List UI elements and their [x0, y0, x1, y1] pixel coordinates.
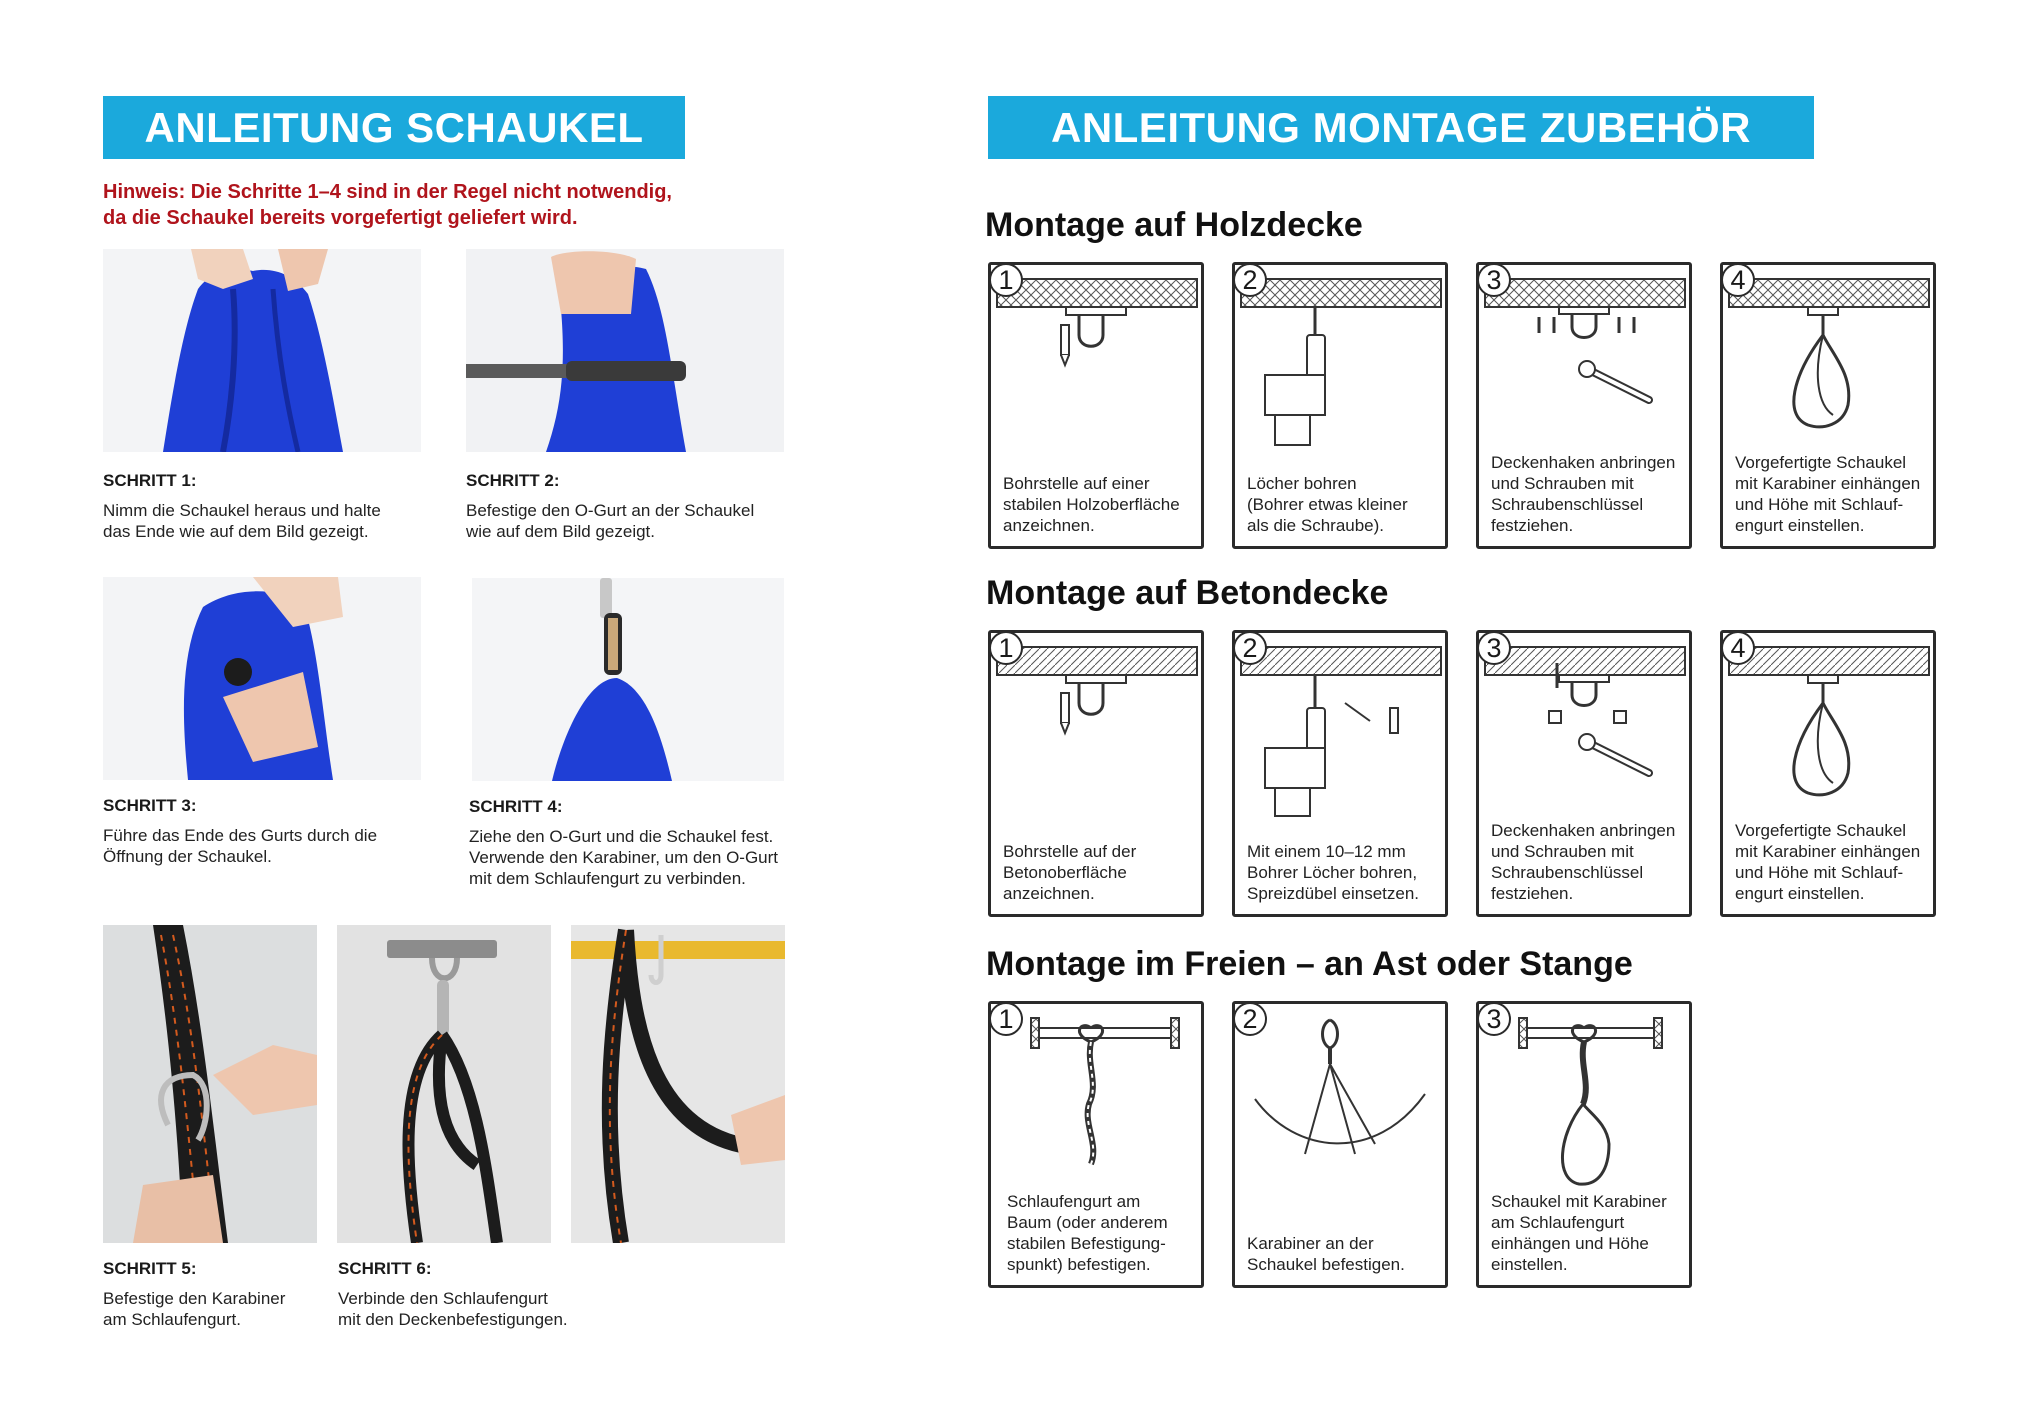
right-banner: ANLEITUNG MONTAGE ZUBEHÖR	[988, 96, 1814, 159]
wood-card-4-line-1: Vorgefertigte Schaukel	[1735, 453, 1907, 472]
step-5-photo	[103, 925, 317, 1243]
wood-card-2-line-3: als die Schraube).	[1247, 516, 1385, 535]
wood-card-1-illustration	[991, 265, 1201, 455]
step-4-line-3: mit dem Schlaufengurt zu verbinden.	[469, 869, 746, 888]
wood-card-3-line-1: Deckenhaken anbringen	[1491, 453, 1676, 472]
concrete-card-2-line-1: Mit einem 10–12 mm	[1247, 842, 1406, 861]
outdoor-card-3	[1476, 1001, 1692, 1288]
step-3-line-2: Öffnung der Schaukel.	[103, 847, 272, 866]
concrete-card-3	[1476, 630, 1692, 917]
outdoor-card-3-line-2: am Schlaufengurt	[1491, 1213, 1625, 1232]
concrete-card-4-illustration	[1723, 633, 1933, 823]
concrete-card-4-text	[1735, 820, 1927, 904]
concrete-card-4-line-3: und Höhe mit Schlauf-	[1735, 863, 1904, 882]
step-6-line-2: mit den Deckenbefestigungen.	[338, 1310, 568, 1329]
outdoor-card-1-line-3: stabilen Befestigung-	[1007, 1234, 1166, 1253]
step-6-photo-bar	[571, 925, 785, 1243]
step-2-line-1: Befestige den O-Gurt an der Schaukel	[466, 501, 755, 520]
step-5-line-2: am Schlaufengurt.	[103, 1310, 241, 1329]
wood-card-2-illustration	[1235, 265, 1445, 455]
wood-card-4-line-4: engurt einstellen.	[1735, 516, 1865, 535]
concrete-card-4-line-1: Vorgefertigte Schaukel	[1735, 821, 1907, 840]
outdoor-card-1-text	[1007, 1191, 1195, 1275]
outdoor-card-2-number: 2	[1233, 1002, 1267, 1036]
wood-card-4	[1720, 262, 1936, 549]
concrete-card-1-text	[1003, 841, 1195, 904]
concrete-card-3-illustration	[1479, 633, 1689, 823]
concrete-card-3-line-1: Deckenhaken anbringen	[1491, 821, 1676, 840]
concrete-card-2-number: 2	[1233, 631, 1267, 665]
wood-card-2-line-2: (Bohrer etwas kleiner	[1247, 495, 1408, 514]
concrete-card-1-line-3: anzeichnen.	[1003, 884, 1095, 903]
step-1-line-1: Nimm die Schaukel heraus und halte	[103, 501, 381, 520]
step-6-line-1: Verbinde den Schlaufengurt	[338, 1289, 548, 1308]
concrete-card-3-line-2: und Schrauben mit	[1491, 842, 1634, 861]
step-3-text	[103, 825, 377, 867]
step-5-text	[103, 1288, 285, 1330]
wood-card-2-line-1: Löcher bohren	[1247, 474, 1357, 493]
outdoor-card-3-line-1: Schaukel mit Karabiner	[1491, 1192, 1667, 1211]
concrete-card-3-line-4: festziehen.	[1491, 884, 1574, 903]
wood-card-4-illustration	[1723, 265, 1933, 455]
outdoor-card-2-line-1: Karabiner an der	[1247, 1234, 1374, 1253]
wood-card-3-line-4: festziehen.	[1491, 516, 1574, 535]
concrete-card-2-line-2: Bohrer Löcher bohren,	[1247, 863, 1418, 882]
step-3-line-1: Führe das Ende des Gurts durch die	[103, 826, 378, 845]
outdoor-card-1-number: 1	[989, 1002, 1023, 1036]
outdoor-card-2-illustration	[1235, 1004, 1445, 1194]
wood-card-2-number: 2	[1233, 263, 1267, 297]
outdoor-card-1-line-2: Baum (oder anderem	[1007, 1213, 1168, 1232]
wood-card-1-line-1: Bohrstelle auf einer	[1003, 474, 1150, 493]
outdoor-card-3-line-4: einstellen.	[1491, 1255, 1568, 1274]
wood-card-4-line-3: und Höhe mit Schlauf-	[1735, 495, 1904, 514]
outdoor-card-3-line-3: einhängen und Höhe	[1491, 1234, 1649, 1253]
hint-text	[103, 179, 743, 231]
concrete-card-4-line-2: mit Karabiner einhängen	[1735, 842, 1921, 861]
outdoor-card-3-text	[1491, 1191, 1683, 1275]
wood-card-4-line-2: mit Karabiner einhängen	[1735, 474, 1921, 493]
concrete-card-3-text	[1491, 820, 1683, 904]
concrete-card-3-number: 3	[1477, 631, 1511, 665]
concrete-card-2-illustration	[1235, 633, 1445, 823]
outdoor-card-1-line-1: Schlaufengurt am	[1007, 1192, 1141, 1211]
step-4-title: SCHRITT 4:	[469, 797, 563, 816]
step-4-line-1: Ziehe den O-Gurt und die Schaukel fest.	[469, 827, 774, 846]
wood-card-1-line-3: anzeichnen.	[1003, 516, 1095, 535]
wood-card-1-number: 1	[989, 263, 1023, 297]
step-2-text	[466, 500, 754, 542]
step-3-photo	[103, 577, 421, 780]
outdoor-card-2	[1232, 1001, 1448, 1288]
outdoor-card-3-illustration	[1479, 1004, 1689, 1194]
wood-card-1-line-2: stabilen Holzoberfläche	[1003, 495, 1180, 514]
concrete-card-1-line-1: Bohrstelle auf der	[1003, 842, 1137, 861]
step-3-title: SCHRITT 3:	[103, 796, 197, 815]
outdoor-card-3-number: 3	[1477, 1002, 1511, 1036]
left-banner: ANLEITUNG SCHAUKEL	[103, 96, 685, 159]
concrete-card-4-number: 4	[1721, 631, 1755, 665]
wood-card-4-number: 4	[1721, 263, 1755, 297]
concrete-card-1-number: 1	[989, 631, 1023, 665]
hint-line-2: da die Schaukel bereits vorgefertigt geliefert wird.	[103, 207, 578, 229]
step-5-line-1: Befestige den Karabiner	[103, 1289, 286, 1308]
section-outdoor-title: Montage im Freien – an Ast oder Stange	[986, 945, 1633, 983]
section-wood-title: Montage auf Holzdecke	[985, 206, 1363, 244]
outdoor-card-2-text	[1247, 1233, 1439, 1275]
step-1-text	[103, 500, 381, 542]
step-6-title: SCHRITT 6:	[338, 1259, 432, 1278]
step-4-photo	[472, 578, 784, 781]
concrete-card-3-line-3: Schraubenschlüssel	[1491, 863, 1644, 882]
step-5-title: SCHRITT 5:	[103, 1259, 197, 1278]
outdoor-card-1	[988, 1001, 1204, 1288]
concrete-card-2-text	[1247, 841, 1439, 904]
wood-card-4-text	[1735, 452, 1927, 536]
section-concrete-title: Montage auf Betondecke	[986, 574, 1389, 612]
wood-card-1	[988, 262, 1204, 549]
step-1-line-2: das Ende wie auf dem Bild gezeigt.	[103, 522, 369, 541]
concrete-card-2-line-3: Spreizdübel einsetzen.	[1247, 884, 1420, 903]
step-1-title: SCHRITT 1:	[103, 471, 197, 490]
concrete-card-2	[1232, 630, 1448, 917]
concrete-card-1-line-2: Betonoberfläche	[1003, 863, 1127, 882]
step-2-title: SCHRITT 2:	[466, 471, 560, 490]
wood-card-1-text	[1003, 473, 1195, 536]
outdoor-card-1-illustration	[991, 1004, 1201, 1194]
wood-card-2	[1232, 262, 1448, 549]
outdoor-card-1-line-4: spunkt) befestigen.	[1007, 1255, 1151, 1274]
concrete-card-1-illustration	[991, 633, 1201, 823]
step-2-photo	[466, 249, 784, 452]
wood-card-3-line-3: Schraubenschlüssel	[1491, 495, 1644, 514]
wood-card-3	[1476, 262, 1692, 549]
hint-line-1: Hinweis: Die Schritte 1–4 sind in der Regel nicht notwendig,	[103, 181, 672, 203]
step-2-line-2: wie auf dem Bild gezeigt.	[466, 522, 655, 541]
step-4-text	[469, 826, 778, 889]
step-4-line-2: Verwende den Karabiner, um den O-Gurt	[469, 848, 779, 867]
step-1-photo	[103, 249, 421, 452]
wood-card-2-text	[1247, 473, 1439, 536]
outdoor-card-2-line-2: Schaukel befestigen.	[1247, 1255, 1405, 1274]
wood-card-3-line-2: und Schrauben mit	[1491, 474, 1634, 493]
concrete-card-1	[988, 630, 1204, 917]
step-6-text	[338, 1288, 568, 1330]
wood-card-3-illustration	[1479, 265, 1689, 455]
wood-card-3-text	[1491, 452, 1683, 536]
step-6-photo-ceiling	[337, 925, 551, 1243]
concrete-card-4	[1720, 630, 1936, 917]
wood-card-3-number: 3	[1477, 263, 1511, 297]
concrete-card-4-line-4: engurt einstellen.	[1735, 884, 1865, 903]
